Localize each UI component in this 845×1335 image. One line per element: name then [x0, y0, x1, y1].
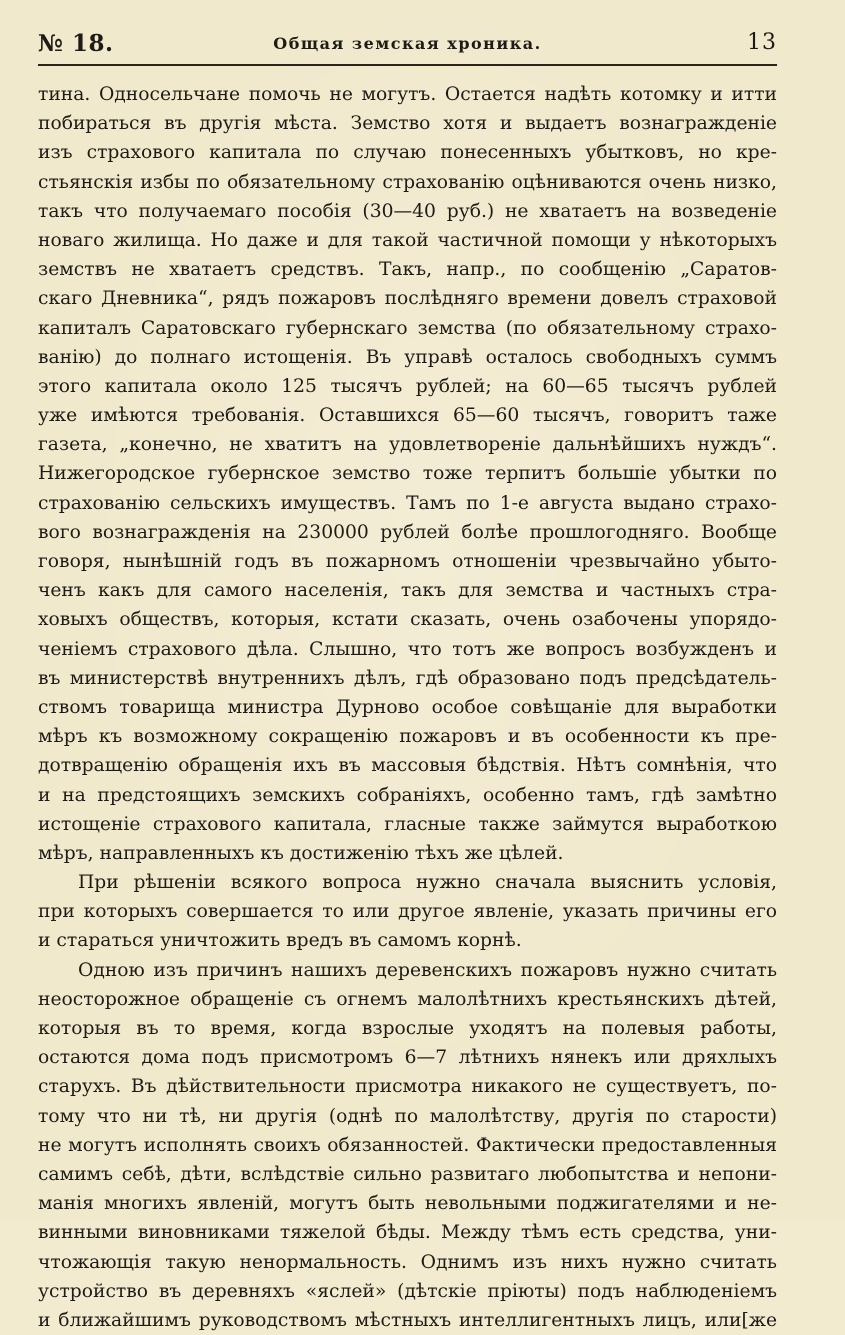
- text-line: истощеніе страхового капитала, гласные также займутся выработкою: [38, 813, 777, 835]
- text-line: стьянскія избы по обязательному страхованію оцѣниваются очень низко,: [38, 171, 777, 193]
- text-line: винными виновниками тяжелой бѣды. Между тѣмъ есть средства, уни-: [38, 1222, 777, 1244]
- text-line: старухъ. Въ дѣйствительности присмотра никакого не существуетъ, по-: [38, 1076, 777, 1098]
- text-line: чтожающія такую ненормальность. Однимъ изъ нихъ нужно считать: [38, 1251, 777, 1273]
- text-line: тина. Односельчане помочь не могутъ. Остается надѣть котомку и итти: [38, 84, 777, 105]
- text-line: новаго жилища. Но даже и для такой частичной помощи у нѣкоторыхъ: [38, 229, 777, 251]
- text-line: такъ что получаемаго пособія (30—40 руб.) не хватаетъ на возведеніе: [38, 200, 777, 222]
- text-line: ченъ какъ для самого населенія, такъ для земства и частныхъ стра-: [38, 580, 777, 602]
- text-line: изъ страхового капитала по случаю понесенныхъ убытковъ, но кре-: [38, 142, 777, 164]
- text-line: при которыхъ совершается то или другое явленіе, указать причины его: [38, 901, 777, 923]
- text-line: остаются дома подъ присмотромъ 6—7 лѣтнихъ нянекъ или дряхлыхъ: [38, 1047, 777, 1069]
- text-line: ствомъ товарища министра Дурново особое совѣщаніе для выработки: [38, 696, 777, 718]
- text-line: мѣръ къ возможному сокращенію пожаровъ и въ особенности къ пре-: [38, 726, 777, 748]
- page-number: 13: [747, 30, 777, 55]
- text-line: земствъ не хватаетъ средствъ. Такъ, напр., по сообщенію „Саратов-: [38, 259, 777, 281]
- text-line: При рѣшеніи всякого вопроса нужно сначала выяснить условія,: [78, 872, 777, 894]
- text-line: скаго Дневника“, рядъ пожаровъ послѣдняго времени довелъ страховой: [38, 288, 777, 310]
- page-header: [38, 30, 777, 60]
- text-line: не могутъ исполнять своихъ обязанностей. Фактически предоставленныя: [38, 1134, 777, 1156]
- text-line: и стараться уничтожить вредъ въ самомъ корнѣ.: [38, 930, 522, 952]
- header-rule: [38, 64, 777, 66]
- text-line: ванію) до полнаго истощенія. Въ управѣ осталось свободныхъ суммъ: [38, 346, 777, 368]
- text-line: въ министерствѣ внутреннихъ дѣлъ, гдѣ образовано подъ предсѣдатель-: [38, 667, 777, 689]
- text-line: побираться въ другія мѣста. Земство хотя и выдаетъ вознагражденіе: [38, 113, 777, 135]
- text-line: говоря, нынѣшній годъ въ пожарномъ отношеніи чрезвычайно убыто-: [38, 551, 777, 572]
- text-line: вого вознагражденія на 230000 рублей болѣе прошлогодняго. Вообще: [38, 521, 777, 543]
- text-line: уже имѣются требованія. Оставшихся 65—60 тысячъ, говоритъ таже: [38, 405, 777, 427]
- running-title: Общая земская хроника.: [273, 34, 542, 53]
- text-line: и ближайшимъ руководствомъ мѣстныхъ интеллигентныхъ лицъ, или[же: [38, 1309, 777, 1331]
- text-line: и на предстоящихъ земскихъ собраніяхъ, особенно тамъ, гдѣ замѣтно: [38, 784, 777, 806]
- text-line: неосторожное обращеніе съ огнемъ малолѣтнихъ крестьянскихъ дѣтей,: [38, 988, 777, 1010]
- text-line: манія многихъ явленій, могутъ быть невольными поджигателями и не-: [38, 1193, 777, 1215]
- text-line: устройство въ деревняхъ «яслей» (дѣтскіе пріюты) подъ наблюденіемъ: [38, 1280, 777, 1302]
- text-line: ховыхъ обществъ, которыя, кстати сказать, очень озабочены упорядо-: [38, 609, 777, 631]
- text-line: страхованію сельскихъ имуществъ. Тамъ по 1-е августа выдано страхо-: [38, 492, 777, 514]
- text-line: этого капитала около 125 тысячъ рублей; на 60—65 тысячъ рублей: [38, 375, 777, 397]
- issue-number: № 18.: [38, 30, 114, 57]
- text-line: самимъ себѣ, дѣти, вслѣдствіе сильно развитаго любопытства и непони-: [38, 1163, 777, 1185]
- body-text: [38, 80, 777, 1335]
- text-line: тому что ни тѣ, ни другія (однѣ по малолѣтству, другія по старости): [38, 1105, 777, 1127]
- text-line: ченіемъ страхового дѣла. Слышно, что тотъ же вопросъ возбужденъ и: [38, 638, 777, 660]
- text-line: дотвращенію обращенія ихъ въ массовыя бѣдствія. Нѣтъ сомнѣнія, что: [38, 755, 777, 777]
- text-line: мѣръ, направленныхъ къ достиженію тѣхъ же цѣлей.: [38, 842, 564, 864]
- text-line: Нижегородское губернское земство тоже терпитъ большіе убытки по: [38, 463, 777, 485]
- text-line: капиталъ Саратовскаго губернскаго земства (по обязательному страхо-: [38, 317, 777, 339]
- text-line: газета, „конечно, не хватитъ на удовлетвореніе дальнѣйшихъ нуждъ“.: [38, 434, 777, 456]
- text-line: Одною изъ причинъ нашихъ деревенскихъ пожаровъ нужно считать: [78, 959, 777, 981]
- text-line: которыя въ то время, когда взрослые уходятъ на полевыя работы,: [38, 1018, 777, 1039]
